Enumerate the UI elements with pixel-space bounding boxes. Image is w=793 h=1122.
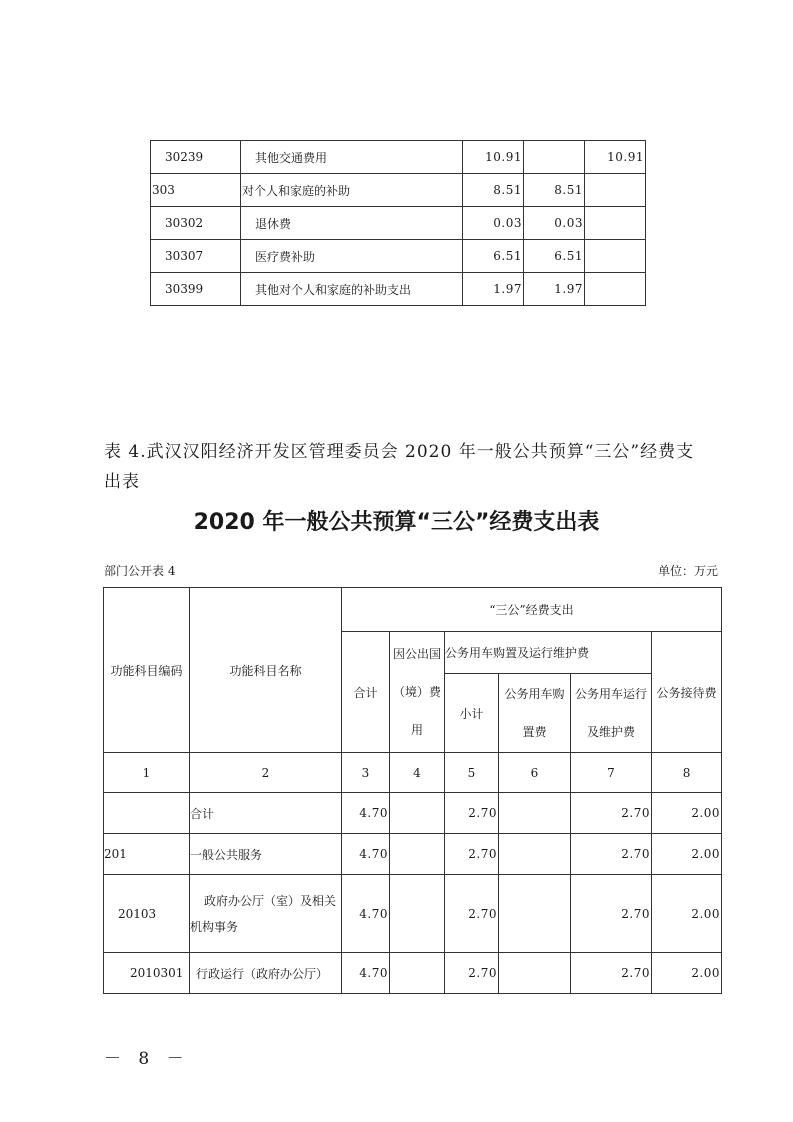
column-number: 2 bbox=[190, 753, 342, 793]
row-code: 30307 bbox=[151, 240, 241, 273]
row-subtotal: 2.70 bbox=[445, 793, 499, 834]
column-number: 7 bbox=[571, 753, 652, 793]
row-name: 行政运行（政府办公厅） bbox=[190, 953, 342, 994]
row-total: 8.51 bbox=[463, 174, 524, 207]
row-operation: 2.70 bbox=[571, 953, 652, 994]
row-subtotal: 2.70 bbox=[445, 953, 499, 994]
expense-table-continued bbox=[150, 140, 646, 306]
row-reception: 2.00 bbox=[652, 875, 722, 953]
row-code: 2010301 bbox=[104, 953, 190, 994]
row-subtotal: 2.70 bbox=[445, 875, 499, 953]
table-title: 2020 年一般公共预算“三公”经费支出表 bbox=[193, 510, 600, 535]
row-total: 4.70 bbox=[342, 875, 390, 953]
table-row bbox=[104, 953, 722, 994]
table-row bbox=[151, 207, 646, 240]
header-vehicle-group: 公务用车购置及运行维护费 bbox=[445, 632, 652, 674]
column-number: 8 bbox=[652, 753, 722, 793]
row-public bbox=[585, 240, 646, 273]
section-caption: 表 4.武汉汉阳经济开发区管理委员会 2020 年一般公共预算“三公”经费支出表 bbox=[104, 442, 695, 492]
header-total: 合计 bbox=[342, 632, 390, 753]
row-reception: 2.00 bbox=[652, 834, 722, 875]
column-number: 4 bbox=[390, 753, 445, 793]
row-purchase bbox=[499, 834, 571, 875]
row-reception: 2.00 bbox=[652, 793, 722, 834]
table-row bbox=[151, 240, 646, 273]
row-code: 303 bbox=[151, 174, 241, 207]
row-code: 20103 bbox=[104, 875, 190, 953]
row-total: 4.70 bbox=[342, 834, 390, 875]
row-operation: 2.70 bbox=[571, 875, 652, 953]
row-public bbox=[585, 207, 646, 240]
row-abroad bbox=[390, 875, 445, 953]
row-abroad bbox=[390, 834, 445, 875]
header-vehicle-purchase: 公务用车购置费 bbox=[499, 674, 571, 753]
row-code bbox=[104, 793, 190, 834]
row-name: 退休费 bbox=[241, 207, 463, 240]
row-public: 10.91 bbox=[585, 141, 646, 174]
row-public bbox=[585, 174, 646, 207]
row-purchase bbox=[499, 953, 571, 994]
row-code: 30399 bbox=[151, 273, 241, 306]
row-name: 合计 bbox=[190, 793, 342, 834]
header-code: 功能科目编码 bbox=[104, 588, 190, 753]
row-reception: 2.00 bbox=[652, 953, 722, 994]
page-number: － 8 － bbox=[104, 1049, 190, 1069]
row-operation: 2.70 bbox=[571, 834, 652, 875]
row-total: 6.51 bbox=[463, 240, 524, 273]
header-group: “三公”经费支出 bbox=[342, 588, 722, 632]
row-personnel: 1.97 bbox=[524, 273, 585, 306]
row-abroad bbox=[390, 793, 445, 834]
row-abroad bbox=[390, 953, 445, 994]
row-code: 30239 bbox=[151, 141, 241, 174]
header-name: 功能科目名称 bbox=[190, 588, 342, 753]
table-row bbox=[151, 141, 646, 174]
three-public-expense-table bbox=[103, 587, 722, 994]
row-public bbox=[585, 273, 646, 306]
header-reception: 公务接待费 bbox=[652, 632, 722, 753]
row-total: 0.03 bbox=[463, 207, 524, 240]
row-name: 一般公共服务 bbox=[190, 834, 342, 875]
row-operation: 2.70 bbox=[571, 793, 652, 834]
unit-label: 单位：万元 bbox=[657, 564, 718, 578]
row-purchase bbox=[499, 875, 571, 953]
header-abroad: 因公出国（境）费用 bbox=[390, 632, 445, 753]
row-code: 30302 bbox=[151, 207, 241, 240]
row-subtotal: 2.70 bbox=[445, 834, 499, 875]
row-personnel bbox=[524, 141, 585, 174]
row-total: 4.70 bbox=[342, 793, 390, 834]
row-total: 10.91 bbox=[463, 141, 524, 174]
column-number: 3 bbox=[342, 753, 390, 793]
row-name: 其他交通费用 bbox=[241, 141, 463, 174]
header-vehicle-subtotal: 小计 bbox=[445, 674, 499, 753]
row-name: 医疗费补助 bbox=[241, 240, 463, 273]
row-name: 政府办公厅（室）及相关机构事务 bbox=[190, 875, 342, 953]
column-number-row bbox=[104, 753, 722, 793]
row-personnel: 0.03 bbox=[524, 207, 585, 240]
row-name: 其他对个人和家庭的补助支出 bbox=[241, 273, 463, 306]
column-number: 6 bbox=[499, 753, 571, 793]
row-purchase bbox=[499, 793, 571, 834]
table-row bbox=[104, 875, 722, 953]
table-row bbox=[151, 273, 646, 306]
column-number: 1 bbox=[104, 753, 190, 793]
column-number: 5 bbox=[445, 753, 499, 793]
row-total: 4.70 bbox=[342, 953, 390, 994]
row-personnel: 8.51 bbox=[524, 174, 585, 207]
row-personnel: 6.51 bbox=[524, 240, 585, 273]
table-row bbox=[104, 834, 722, 875]
row-total: 1.97 bbox=[463, 273, 524, 306]
row-code: 201 bbox=[104, 834, 190, 875]
department-label: 部门公开表 4 bbox=[104, 564, 176, 578]
row-name: 对个人和家庭的补助 bbox=[241, 174, 463, 207]
table-row bbox=[151, 174, 646, 207]
table-row bbox=[104, 793, 722, 834]
header-vehicle-operation: 公务用车运行及维护费 bbox=[571, 674, 652, 753]
